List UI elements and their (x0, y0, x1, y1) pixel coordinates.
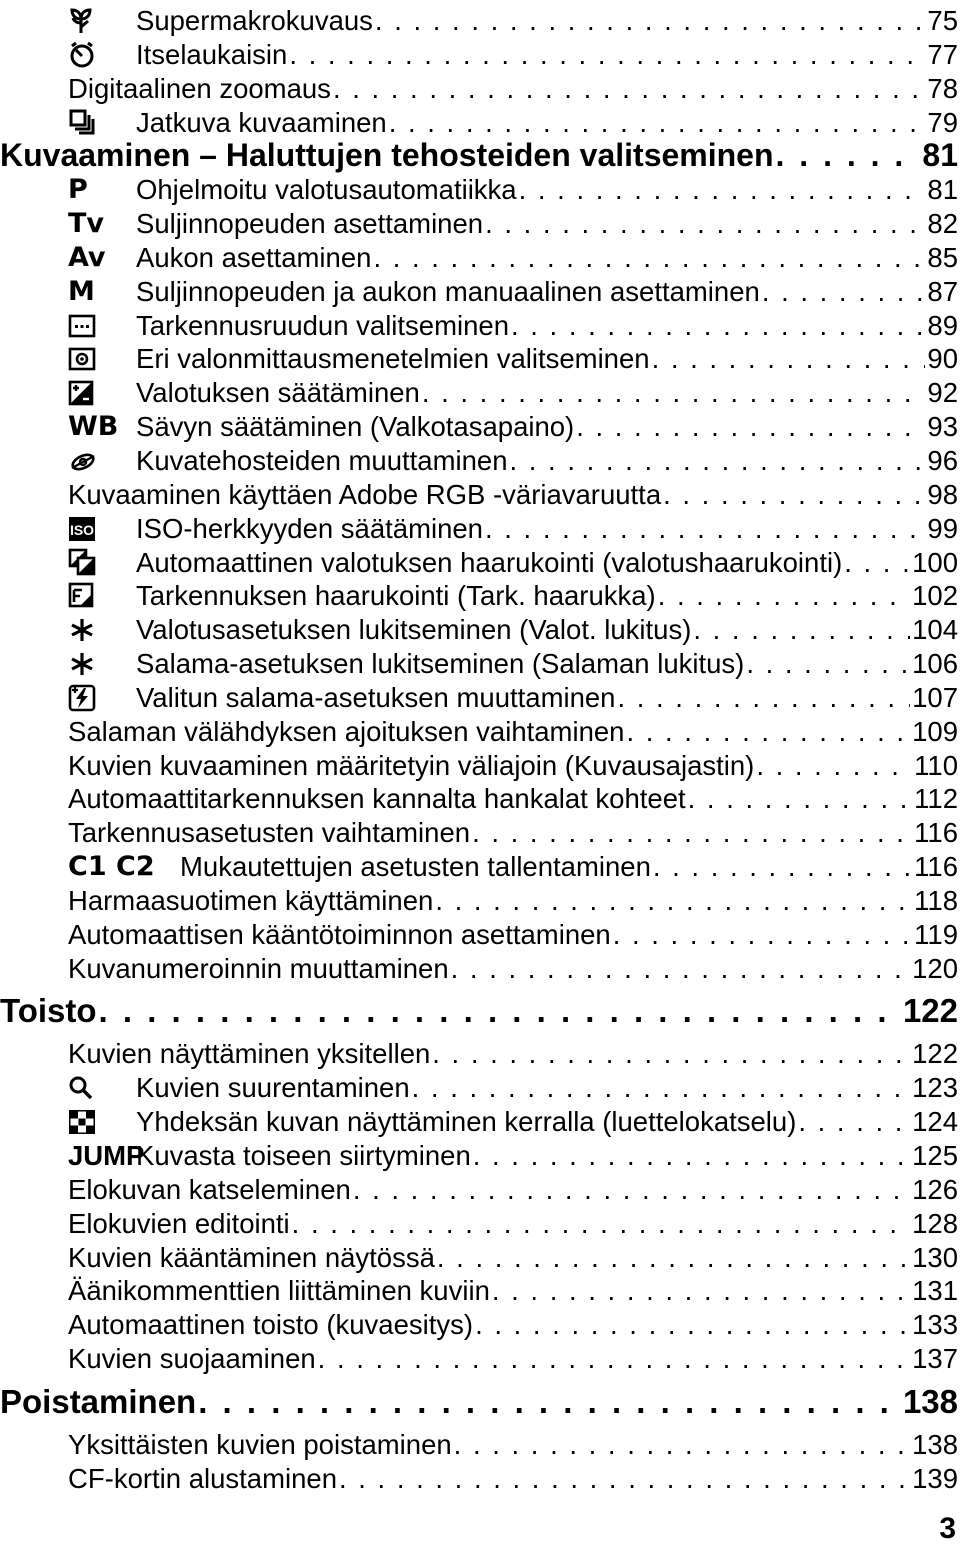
dot-leader (510, 444, 926, 478)
toc-entry (0, 952, 960, 986)
dot-leader (435, 884, 912, 918)
dot-leader (437, 1241, 910, 1275)
toc-entry (0, 1462, 960, 1496)
entry-page: 78 (927, 72, 958, 104)
dot-leader (693, 613, 910, 647)
dot-leader (373, 241, 925, 275)
dot-leader (389, 106, 926, 140)
iso-icon (68, 512, 118, 546)
toc-entry (0, 1037, 960, 1071)
toc-entry (0, 884, 960, 918)
entry-page: 139 (912, 1462, 958, 1494)
toc-entry (0, 918, 960, 952)
entry-title: Automaattinen toisto (kuvaesitys) (68, 1309, 474, 1341)
toc-entry (0, 1241, 960, 1275)
toc-entry (0, 850, 960, 884)
dot-leader (339, 1462, 910, 1496)
toc-entry (0, 681, 960, 715)
toc-entry (0, 749, 960, 783)
entry-page: 133 (912, 1309, 958, 1341)
metering-icon (68, 342, 118, 376)
entry-page: 81 (922, 137, 958, 174)
toc-entry (0, 376, 960, 410)
entry-page: 116 (914, 851, 958, 883)
dot-leader (798, 1105, 910, 1139)
toc-entry (0, 410, 960, 444)
entry-title: Tarkennusruudun valitseminen (136, 309, 509, 341)
entry-title: Salama-asetuksen lukitseminen (Salaman lukitus) (136, 648, 745, 680)
dot-leader (292, 1207, 910, 1241)
entry-title: Kuvien kuvaaminen määritetyin väliajoin (Kuvausajastin) (68, 749, 755, 781)
entry-title: Toisto (0, 992, 97, 1030)
thumbnail-index-icon (68, 1105, 118, 1139)
dot-leader (776, 139, 921, 173)
dot-leader (432, 1037, 910, 1071)
entry-page: 82 (927, 208, 958, 240)
white-balance-icon (68, 410, 118, 444)
toc-entry (0, 241, 960, 275)
jump-icon: JUMP (68, 1140, 145, 1171)
entry-page: 104 (912, 614, 958, 646)
toc-entry (0, 1173, 960, 1207)
dot-leader (198, 1376, 901, 1428)
entry-title: Automaattinen valotuksen haarukointi (valotushaarukointi) (136, 546, 843, 578)
program-mode-icon-label: P (68, 174, 88, 206)
toc-entry (0, 1071, 960, 1105)
entry-title: Supermakrokuvaus (136, 5, 373, 36)
toc-entry (0, 613, 960, 647)
dot-leader (473, 1139, 910, 1173)
toc-entry (0, 579, 960, 613)
aperture-priority-icon-label: Av (68, 241, 106, 273)
entry-title: Valotusasetuksen lukitseminen (Valot. lukitus) (136, 614, 692, 646)
entry-title: Kuvanumeroinnin muuttaminen (68, 952, 449, 984)
entry-page: 128 (912, 1207, 958, 1239)
dot-leader (652, 342, 926, 376)
exposure-compensation-icon (68, 376, 118, 410)
toc-entry (0, 207, 960, 241)
flash-mode-icon (68, 681, 118, 715)
focus-frame-icon (68, 309, 118, 343)
entry-page: 96 (927, 444, 958, 476)
entry-title: Yksittäisten kuvien poistaminen (68, 1428, 452, 1460)
entry-page: 122 (912, 1038, 958, 1070)
entry-title: Itselaukaisin (136, 38, 288, 70)
supermacro-icon (68, 4, 118, 38)
image-effects-icon (68, 444, 118, 478)
entry-title: Digitaalinen zoomaus (68, 72, 331, 104)
toc-entry (0, 1105, 960, 1139)
entry-page: 130 (912, 1241, 958, 1273)
entry-page: 138 (902, 1382, 958, 1420)
toc-entry (0, 444, 960, 478)
dot-leader (422, 376, 926, 410)
toc-entry (0, 72, 960, 106)
entry-page: 77 (927, 38, 958, 70)
toc-entry (0, 816, 960, 850)
entry-title: Suljinnopeuden ja aukon manuaalinen asettaminen (136, 275, 760, 307)
entry-title: Jatkuva kuvaaminen (136, 106, 387, 138)
toc-entry (0, 782, 960, 816)
dot-leader (746, 647, 910, 681)
dot-leader (472, 816, 912, 850)
shutter-priority-icon-label: Tv (68, 208, 105, 240)
dot-leader (626, 715, 910, 749)
entry-title: Tarkennusasetusten vaihtaminen (68, 817, 471, 849)
entry-title: Elokuvien editointi (68, 1207, 290, 1239)
dot-leader (485, 207, 925, 241)
entry-title: Kuvaaminen – Haluttujen tehosteiden valitseminen (0, 137, 774, 174)
toc-entry (0, 309, 960, 343)
toc-heading (0, 985, 960, 1037)
toc-entry (0, 4, 960, 38)
custom-c1-c2-icon (68, 850, 155, 884)
entry-page: 89 (927, 309, 958, 341)
dot-leader (333, 72, 925, 106)
entry-page: 79 (927, 106, 958, 138)
dot-leader (375, 4, 925, 38)
entry-page: 119 (914, 918, 958, 950)
entry-page: 124 (912, 1106, 958, 1138)
dot-leader (653, 850, 912, 884)
entry-page: 118 (914, 884, 958, 916)
entry-page: 109 (912, 715, 958, 747)
entry-page: 92 (927, 377, 958, 409)
toc-entry (0, 1274, 960, 1308)
entry-title: Äänikommenttien liittäminen kuviin (68, 1275, 490, 1307)
table-of-contents (0, 4, 960, 1496)
entry-page: 125 (912, 1140, 958, 1171)
entry-page: 138 (912, 1428, 958, 1460)
entry-title: Yhdeksän kuvan näyttäminen kerralla (luettelokatselu) (136, 1106, 797, 1138)
toc-entry (0, 1139, 960, 1173)
ae-lock-icon (68, 613, 118, 647)
toc-entry (0, 715, 960, 749)
toc-entry (0, 647, 960, 681)
aperture-priority-icon (68, 241, 118, 275)
dot-leader (658, 579, 910, 613)
white-balance-icon-label: WB (68, 411, 119, 443)
entry-title: Valitun salama-asetuksen muuttaminen (136, 681, 616, 713)
toc-entry (0, 275, 960, 309)
entry-page: 99 (927, 512, 958, 544)
entry-page: 93 (927, 411, 958, 443)
entry-title: Kuvien kääntäminen näytössä (68, 1241, 435, 1273)
entry-page: 90 (927, 343, 958, 375)
dot-leader (688, 782, 913, 816)
dot-leader (353, 1173, 910, 1207)
entry-page: 85 (927, 241, 958, 273)
dot-leader (613, 918, 912, 952)
toc-entry (0, 38, 960, 72)
entry-page: 75 (927, 5, 958, 36)
entry-title: Kuvasta toiseen siirtyminen (136, 1140, 471, 1171)
entry-page: 137 (912, 1343, 958, 1375)
dot-leader (475, 1308, 910, 1342)
dot-leader (511, 309, 925, 343)
toc-entry (0, 1342, 960, 1376)
program-mode-icon (68, 173, 118, 207)
entry-page: 131 (912, 1275, 958, 1307)
exposure-bracketing-icon (68, 546, 118, 580)
dot-leader (99, 985, 901, 1037)
entry-title: Eri valonmittausmenetelmien valitseminen (136, 343, 650, 375)
custom-c1-c2-icon-label: C1 C2 (68, 851, 155, 883)
dot-leader (485, 512, 925, 546)
dot-leader (519, 173, 926, 207)
dot-leader (289, 38, 925, 72)
dot-leader (756, 749, 912, 783)
entry-title: Ohjelmoitu valotusautomatiikka (136, 174, 517, 206)
dot-leader (617, 681, 910, 715)
dot-leader (762, 275, 926, 309)
entry-title: Automaattisen kääntötoiminnon asettaminen (68, 918, 611, 950)
toc-entry (0, 1207, 960, 1241)
page-number: 3 (939, 1512, 956, 1545)
dot-leader (663, 478, 925, 512)
shutter-priority-icon (68, 207, 118, 241)
dot-leader (492, 1274, 910, 1308)
entry-page: 106 (912, 648, 958, 680)
toc-heading (0, 139, 960, 173)
dot-leader (576, 410, 925, 444)
entry-page: 81 (927, 174, 958, 206)
entry-title: Sävyn säätäminen (Valkotasapaino) (136, 411, 575, 443)
toc-entry (0, 546, 960, 580)
dot-leader (454, 1428, 910, 1462)
entry-title: Salaman välähdyksen ajoituksen vaihtaminen (68, 715, 625, 747)
entry-page: 87 (927, 275, 958, 307)
entry-page: 107 (912, 681, 958, 713)
entry-title: Kuvien näyttäminen yksitellen (68, 1038, 431, 1070)
entry-title: Mukautettujen asetusten tallentaminen (180, 851, 651, 883)
focus-bracketing-icon (68, 579, 118, 613)
entry-page: 122 (902, 992, 958, 1030)
entry-title: Harmaasuotimen käyttäminen (68, 884, 434, 916)
toc-entry (0, 512, 960, 546)
toc-heading (0, 1376, 960, 1428)
entry-page: 98 (927, 478, 958, 510)
entry-page: 102 (912, 580, 958, 612)
toc-entry (0, 1428, 960, 1462)
self-timer-icon (68, 38, 118, 72)
continuous-shooting-icon (68, 106, 118, 140)
dot-leader (451, 952, 910, 986)
entry-title: Automaattitarkennuksen kannalta hankalat kohteet (68, 783, 686, 815)
dot-leader (412, 1071, 910, 1105)
magnify-icon (68, 1071, 118, 1105)
entry-title: Kuvaaminen käyttäen Adobe RGB -väriavaruutta (68, 478, 662, 510)
entry-page: 120 (912, 952, 958, 984)
entry-title: Kuvien suurentaminen (136, 1072, 410, 1104)
dot-leader (844, 546, 910, 580)
toc-entry (0, 173, 960, 207)
entry-page: 110 (914, 749, 958, 781)
flash-lock-icon (68, 647, 118, 681)
entry-page: 126 (912, 1173, 958, 1205)
entry-title: Suljinnopeuden asettaminen (136, 208, 484, 240)
svg-text:ISO: ISO (69, 521, 95, 538)
entry-title: Valotuksen säätäminen (136, 377, 420, 409)
entry-page: 100 (912, 546, 958, 578)
toc-entry (0, 342, 960, 376)
entry-title: Kuvatehosteiden muuttaminen (136, 444, 508, 476)
entry-page: 112 (914, 783, 958, 815)
toc-entry (0, 478, 960, 512)
dot-leader (318, 1342, 910, 1376)
entry-title: ISO-herkkyyden säätäminen (136, 512, 483, 544)
toc-entry (0, 1308, 960, 1342)
entry-title: Poistaminen (0, 1382, 197, 1420)
entry-title: CF-kortin alustaminen (68, 1462, 337, 1494)
manual-mode-icon (68, 275, 118, 309)
toc-entry (0, 106, 960, 140)
manual-mode-icon-label: M (68, 275, 95, 307)
entry-title: Elokuvan katseleminen (68, 1173, 351, 1205)
entry-title: Tarkennuksen haarukointi (Tark. haarukka) (136, 580, 656, 612)
entry-title: Kuvien suojaaminen (68, 1343, 316, 1375)
entry-page: 116 (914, 817, 958, 849)
entry-page: 123 (912, 1072, 958, 1104)
entry-title: Aukon asettaminen (136, 241, 372, 273)
